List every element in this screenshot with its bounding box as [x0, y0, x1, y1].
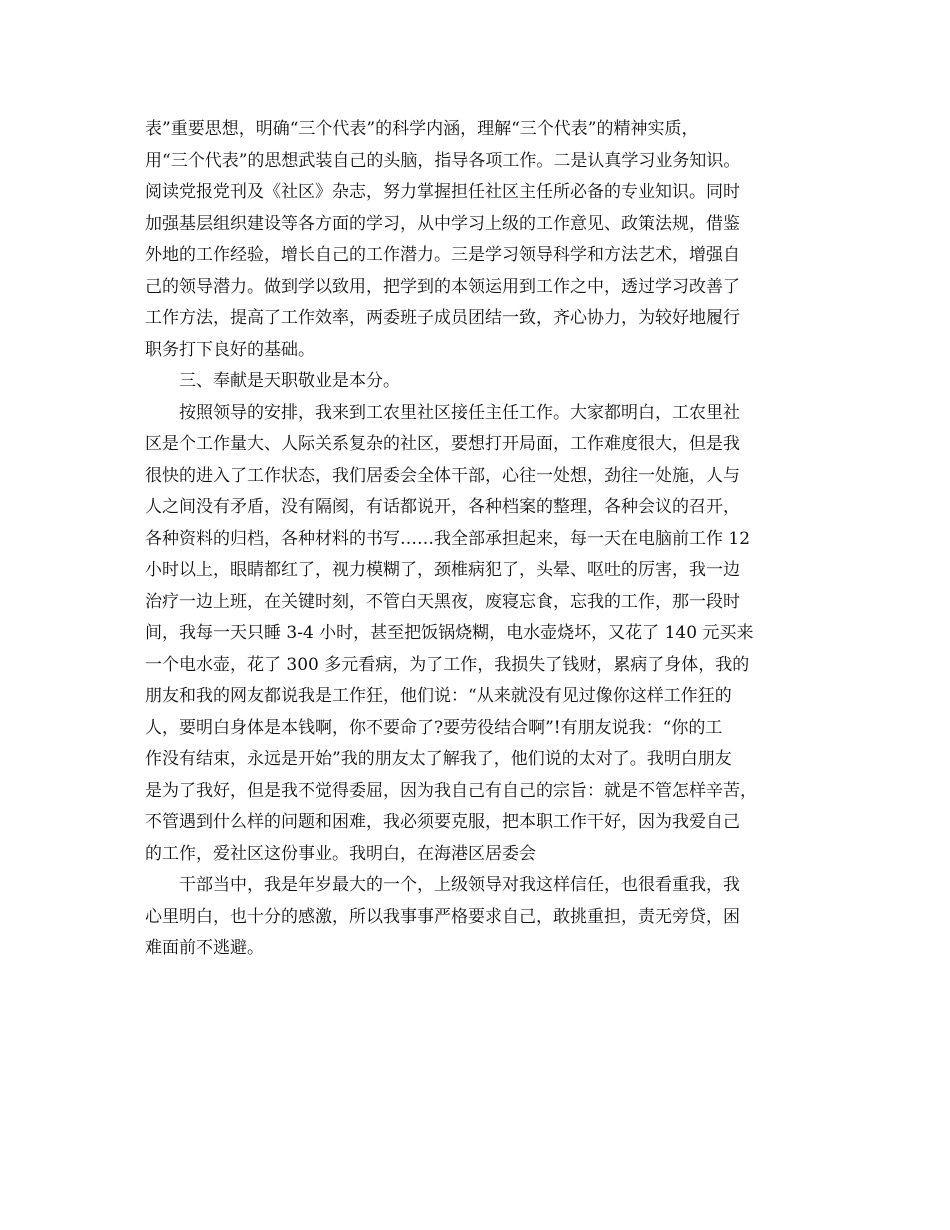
text-line: 工作方法，提高了工作效率，两委班子成员团结一致，齐心协力，为较好地履行: [145, 308, 740, 328]
text-line: 小时以上，眼睛都红了，视力模糊了，颈椎病犯了，头晕、呕吐的厉害，我一边: [145, 560, 740, 580]
text-line: 人之间没有矛盾，没有隔阂，有话都说开，各种档案的整理，各种会议的召开，: [145, 497, 740, 517]
text-line: 治疗一边上班，在关键时刻，不管白天黑夜，废寝忘食，忘我的工作，那一段时: [145, 591, 740, 612]
text-line: 区是个工作量大、人际关系复杂的社区，要想打开局面，工作难度很大，但是我: [145, 434, 740, 454]
section-heading: [145, 366, 815, 398]
text-line: 人，要明白身体是本钱啊，你不要命了?要劳役结合啊”!有朋友说我：“你的工: [145, 717, 723, 738]
text-line: 间，我每一天只睡 3-4 小时，甚至把饭锅烧糊，电水壶烧坏，又花了 140 元买来: [145, 623, 754, 643]
paragraph-study: [145, 114, 815, 366]
text-line: 外地的工作经验，增长自己的工作潜力。三是学习领导科学和方法艺术，增强自: [145, 245, 740, 265]
text-line: 各种资料的归档，各种材料的书写……我全部承担起来，每一天在电脑前工作 12: [145, 528, 751, 549]
text-line: 表”重要思想，明确“三个代表”的科学内涵，理解“三个代表”的精神实质，: [145, 119, 699, 139]
text-line: 很快的进入了工作状态，我们居委会全体干部，心往一处想，劲往一处施，人与: [145, 465, 740, 486]
paragraph-cadre: [145, 870, 815, 965]
text-line: 难面前不逃避。: [145, 938, 264, 958]
text-line: 按照领导的安排，我来到工农里社区接任主任工作。大家都明白，工农里社: [179, 402, 740, 423]
text-line: 己的领导潜力。做到学以致用，把学到的本领运用到工作之中，透过学习改善了: [145, 276, 740, 297]
text-line: 作没有结束，永远是开始”我的朋友太了解我了，他们说的太对了。我明白朋友: [145, 749, 732, 769]
text-line: 阅读党报党刊及《社区》杂志，努力掌握担任社区主任所必备的专业知识。同时: [145, 182, 740, 202]
paragraph-dedication: [145, 398, 815, 871]
text-line: 的工作，爱社区这份事业。我明白，在海港区居委会: [145, 843, 536, 864]
text-line: 职务打下良好的基础。: [145, 339, 315, 360]
text-line: 一个电水壶，花了 300 多元看病，为了工作，我损失了钱财，累病了身体，我的: [145, 654, 750, 675]
text-line: 是为了我好，但是我不觉得委屈，因为我自己有自己的宗旨：就是不管怎样辛苦，: [145, 780, 757, 801]
text-line: 干部当中，我是年岁最大的一个，上级领导对我这样信任，也很看重我，我: [179, 875, 740, 895]
heading-line: 三、奉献是天职敬业是本分。: [179, 371, 400, 391]
text-line: 加强基层组织建设等各方面的学习，从中学习上级的工作意见、政策法规，借鉴: [145, 213, 740, 234]
text-line: 用“三个代表”的思想武装自己的头脑，指导各项工作。二是认真学习业务知识。: [145, 150, 741, 171]
text-line: 不管遇到什么样的问题和困难，我必须要克服，把本职工作干好，因为我爱自己: [145, 812, 740, 832]
text-line: 心里明白，也十分的感激，所以我事事严格要求自己，敢挑重担，责无旁贷，困: [145, 906, 740, 927]
text-line: 朋友和我的网友都说我是工作狂，他们说：“从来就没有见过像你这样工作狂的: [145, 686, 732, 706]
document-page: [145, 114, 815, 965]
